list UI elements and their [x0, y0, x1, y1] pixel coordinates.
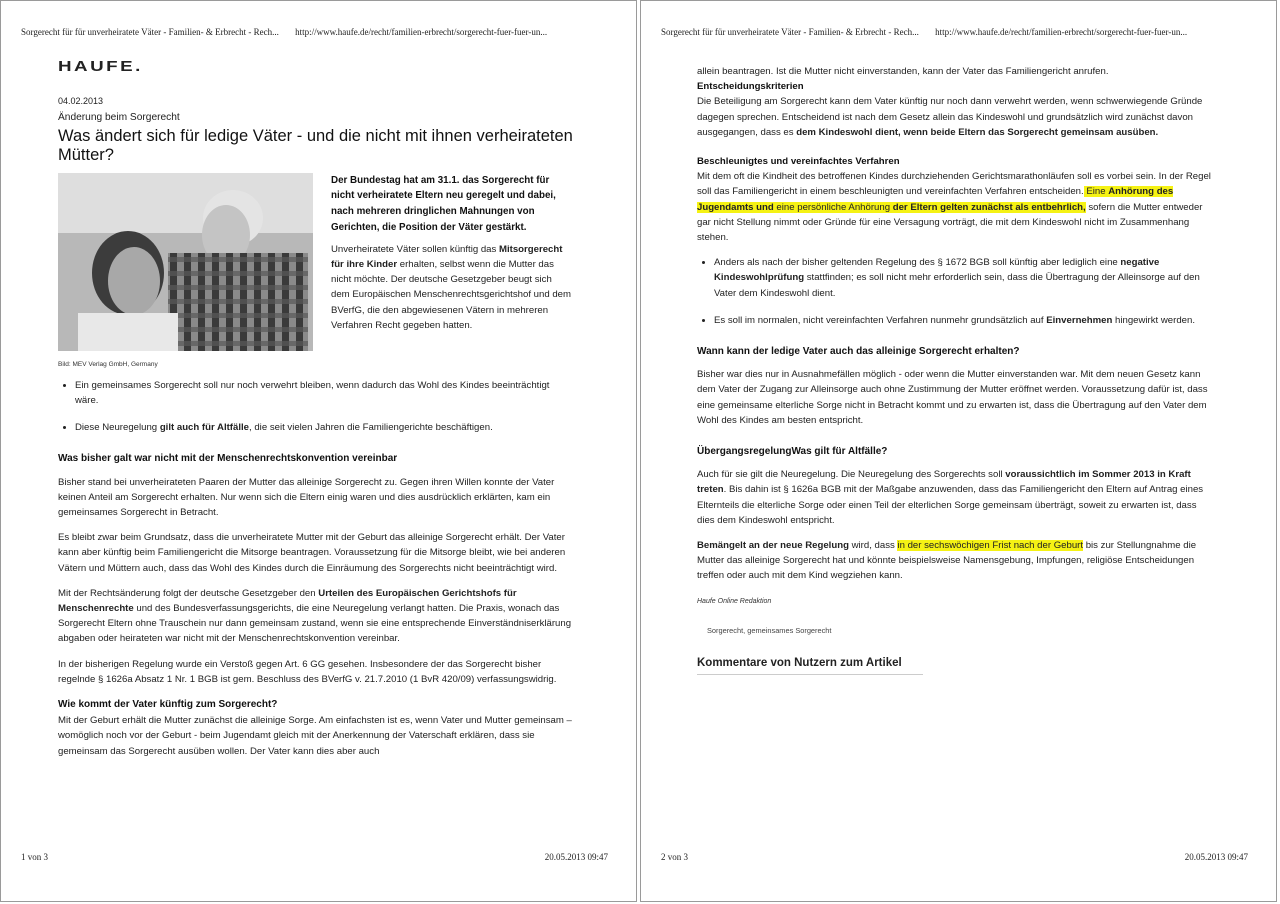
page-header	[661, 27, 1256, 37]
bullet-list-1	[58, 378, 573, 436]
paragraph: Bisher stand bei unverheirateten Paaren der Mutter das alleinige Sorgerecht zu. Gegen ihren Willen konnte der Vater keinen Anteil am Sorgerecht erhalten. Nur wenn sich die Eltern einig waren und dies ausdrücklich erklärten, kam ein gemeinsames Sorgerecht in Betracht.	[58, 476, 555, 519]
author-credit: Haufe Online Redaktion	[697, 597, 772, 605]
heading-uebergang: ÜbergangsregelungWas gilt für Altfälle?	[697, 446, 888, 458]
list-item-text: Anders als nach der bisher geltenden Regelung des § 1672 BGB soll künftig aber lediglich eine	[714, 257, 1121, 269]
paragraph: In der bisherigen Regelung wurde ein Verstoß gegen Art. 6 GG gesehen. Insbesondere der das Sorgerecht bisher regelnde § 1626a Absatz 1 Nr. 1 BGB ist gem. Beschluss des BVerfG v. 21.7.2010 (1 BvR 420/09) verfassungswidrig.	[58, 658, 557, 685]
list-item-text-end: , die seit vielen Jahren die Familiengerichte beschäftigen.	[249, 422, 493, 434]
paragraph-bold: Bemängelt an der neue Regelung	[697, 540, 849, 552]
article-kicker: Änderung beim Sorgerecht	[58, 112, 180, 124]
list-item	[75, 420, 573, 435]
header-url[interactable]: http://www.haufe.de/recht/familien-erbrecht/sorgerecht-fuer-fuer-un...	[935, 27, 1188, 37]
paragraph-text-end: und des Bundesverfassungsgerichts, die eine Neuregelung verlangt hatten. Die Praxis, wonach das Sorgerecht Eltern ohne Trauschein nur dann gemeinsam zustand, wenn sie eine entsprechende Einverständniserklärung abgaben oder heirateten war nicht mit der Menschenrechtskonvention vereinbar.	[58, 603, 572, 645]
article-figure	[58, 173, 313, 372]
paragraph	[697, 94, 1212, 140]
list-item-text-end: hingewirkt werden.	[1112, 314, 1196, 326]
paragraph-text-end: . Bis dahin ist § 1626a BGB mit der Maßgabe anzuwenden, dass das Familiengericht den Eltern auf Antrag eines Elternteils die elterliche Sorge oder einen Teil der elterlichen Sorge gemeinsam überträgt, soweit zu erwarten ist, dass dies dem Kindeswohl entspricht.	[697, 484, 1204, 526]
list-item-bold: negative Kindeswohlprüfung	[714, 257, 1160, 284]
list-item-text: Es soll im normalen, nicht vereinfachten Verfahren nunmehr grundsätzlich auf	[714, 314, 1047, 326]
header-url[interactable]: http://www.haufe.de/recht/familien-erbrecht/sorgerecht-fuer-fuer-un...	[295, 27, 548, 37]
paragraph-text: Mit dem oft die Kindheit des betroffenen Kindes durchziehenden Gerichtsmarathonläufen soll es vorbei sein. In der Regel soll das Familiengericht in einem beschleunigten und vereinfachten Verfahren entscheiden.	[697, 171, 1211, 198]
highlight-bold: der Eltern gelten zunächst als entbehrlich,	[892, 201, 1086, 213]
paragraph-critique	[697, 538, 1212, 584]
paragraph-text-end: sofern die Mutter entweder gar nicht Stellung nimmt oder Gründe für eine Versagung vorträgt, die mit dem Kindeswohl nicht im Zusammenhang stehen.	[697, 201, 1203, 244]
article-lead: Der Bundestag hat am 31.1. das Sorgerecht für nicht verheiratete Eltern neu geregelt und dabei, nach mehreren dringlichen Mahnungen von Gerichten, die Position der Väter gestärkt.	[331, 174, 556, 233]
paragraph-highlighted	[697, 169, 1212, 245]
list-item-bold: gilt auch für Altfälle	[159, 422, 250, 434]
paragraph	[697, 467, 1212, 528]
page-footer	[661, 852, 1248, 862]
paragraph: Bisher war dies nur in Ausnahmefällen möglich - oder wenn die Mutter einverstanden war. Mit dem neuen Gesetz kann dem Vater der Zugang zur Alleinsorge auch ohne Zustimmung der Mutter eröffnet werden. Voraussetzung dafür ist, dass eine gemeinsame elterliche Sorge nicht in Betracht kommt und zu erwarten ist, dass die Übertragung auf den Vater dem Wohl des Kindes am besten entspricht.	[697, 369, 1208, 426]
article-title: Was ändert sich für ledige Väter - und die nicht mit ihnen verheirateten Mütter?	[58, 126, 573, 164]
paragraph-text: wird, dass	[848, 540, 898, 552]
heading-wie: Wie kommt der Vater künftig zum Sorgerecht?	[58, 699, 278, 711]
intro-bold: Mitsorgerecht für ihre Kinder	[331, 243, 563, 270]
intro-text-end: erhalten, selbst wenn die Mutter das nicht möchte. Der deutsche Gesetzgeber beugt sich dem Europäischen Menschenrechtsgerichtshof und dem BVerfG, die den abgewiesenen Vätern in mehreren Verfahren Recht gegeben hatten.	[331, 259, 571, 331]
header-title: Sorgerecht für für unverheiratete Väter - Familien- & Erbrecht - Rech...	[21, 27, 279, 37]
haufe-logo[interactable]: HAUFE.	[58, 58, 143, 75]
page-header	[21, 27, 616, 37]
highlight: in der sechswöchigen Frist nach der Geburt	[897, 540, 1084, 552]
print-page-2	[640, 0, 1277, 902]
list-item-text: Diese Neuregelung	[75, 422, 160, 434]
intro-text: Unverheiratete Väter sollen künftig das	[331, 243, 499, 255]
print-datetime: 20.05.2013 09:47	[1184, 852, 1248, 862]
image-caption: Bild: MEV Verlag GmbH, Germany	[58, 360, 158, 368]
list-item	[75, 378, 573, 408]
print-datetime: 20.05.2013 09:47	[544, 852, 608, 862]
highlight: eine persönliche Anhörung	[773, 201, 893, 213]
list-item-bold: Einvernehmen	[1046, 314, 1113, 326]
heading-bisher: Was bisher galt war nicht mit der Menschenrechtskonvention vereinbar	[58, 453, 398, 465]
page-number: 1 von 3	[21, 852, 48, 862]
paragraph-text: Die Beteiligung am Sorgerecht kann dem Vater künftig nur noch dann verwehrt werden, wenn schwerwiegende Gründe dagegen sprechen. Entscheidend ist nach dem Gesetz allein das Kindeswohl und grundsätzlich wird zunächst davon ausgegangen, dass es	[697, 96, 1203, 138]
article-body	[58, 59, 573, 769]
article-date: 04.02.2013	[58, 96, 104, 107]
page-footer	[21, 852, 608, 862]
highlight: Eine	[1083, 186, 1109, 198]
heading-allein: Wann kann der ledige Vater auch das alleinige Sorgerecht erhalten?	[697, 346, 1020, 358]
paragraph-text: Auch für sie gilt die Neuregelung. Die Neuregelung des Sorgerechts soll	[697, 469, 1006, 481]
heading-verfahren: Beschleunigtes und vereinfachtes Verfahren	[697, 156, 900, 168]
header-title: Sorgerecht für für unverheiratete Väter - Familien- & Erbrecht - Rech...	[661, 27, 919, 37]
paragraph-bold: dem Kindeswohl dient, wenn beide Eltern das Sorgerecht gemeinsam ausüben.	[796, 126, 1159, 138]
paragraph: allein beantragen. Ist die Mutter nicht einverstanden, kann der Vater das Familiengericht anrufen.	[697, 66, 1109, 77]
list-item	[714, 313, 1212, 328]
list-item-text: Ein gemeinsames Sorgerecht soll nur noch verwehrt bleiben, wenn dadurch das Wohl des Kindes beeinträchtigt wäre.	[75, 379, 550, 407]
list-item	[714, 255, 1212, 301]
paragraph: Es bleibt zwar beim Grundsatz, dass die unverheiratete Mutter mit der Geburt das alleinige Sorgerecht erhält. Der Vater kann aber künftig beim Familiengericht die Mitsorge beantragen. Voraussetzung für die Mitsorge bleibt, wie bei anderen Vätern und Müttern auch, dass das Wohl des Kindes durch die Einräumung des Sorgerechts nicht beeinträchtigt wird.	[58, 532, 566, 574]
print-page-1	[0, 0, 637, 902]
list-item-text-end: stattfinden; es soll nicht mehr erforderlich sein, dass die Übertragung der Alleinsorge auf den Vater dem Kindeswohl dient.	[714, 272, 1200, 299]
highlight-bold: Anhörung des Jugendamts und	[697, 186, 1174, 213]
comments-heading: Kommentare von Nutzern zum Artikel	[697, 656, 923, 675]
bullet-list-2	[697, 255, 1212, 328]
father-child-photo	[58, 173, 313, 351]
paragraph	[58, 586, 573, 647]
paragraph-text-end: bis zur Stellungnahme die Mutter das alleinige Sorgerecht hat und könnte beispielsweise Namensgebung, Impfungen, religiöse Entscheidungen treffen oder auch mit dem Kind wegziehen kann.	[697, 540, 1197, 582]
page-number: 2 von 3	[661, 852, 688, 862]
paragraph: Mit der Geburt erhält die Mutter zunächst die alleinige Sorge. Am einfachsten ist es, wenn Vater und Mutter gemeinsam – womöglich noch vor der Geburt - beim Jugendamt gleich mit der Anerkennung der Vaterschaft erklären, dass sie gemeinsam das Sorgerecht ausüben wollen. Der Vater kann dies aber auch	[58, 715, 572, 757]
heading-kriterien: Entscheidungskriterien	[697, 81, 804, 93]
paragraph-bold: Urteilen des Europäischen Gerichtshofs für Menschenrechte	[58, 587, 517, 615]
tag-links[interactable]: Sorgerecht, gemeinsames Sorgerecht	[707, 625, 832, 635]
article-body-continued	[697, 64, 1212, 675]
paragraph-text: Mit der Rechtsänderung folgt der deutsche Gesetzgeber den	[58, 587, 319, 599]
paragraph-bold: voraussichtlich im Sommer 2013 in Kraft treten	[697, 469, 1191, 496]
